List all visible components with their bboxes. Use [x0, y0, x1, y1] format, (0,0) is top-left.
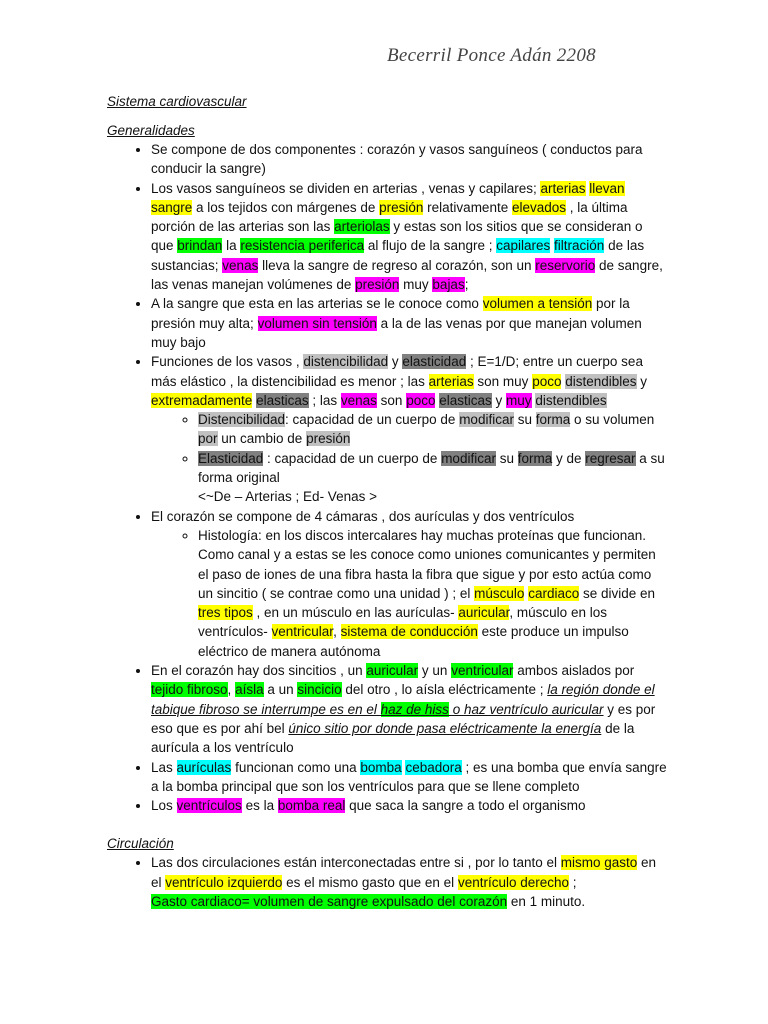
highlighted-term: cebadora	[405, 759, 462, 775]
text-run: ,	[227, 682, 236, 698]
text-run: la	[222, 238, 241, 254]
highlighted-term: arterias	[428, 373, 474, 389]
text-run: y	[491, 392, 507, 408]
highlighted-term: reservorio	[535, 257, 596, 273]
text-run: son	[376, 392, 407, 408]
text-run: a los tejidos con márgenes de	[192, 199, 380, 215]
author-signature: Becerril Ponce Adán 2208	[387, 45, 596, 66]
highlighted-term: haz de hiss	[380, 701, 449, 717]
highlighted-term: presión	[379, 199, 424, 215]
sub-bullet-list	[151, 526, 667, 661]
text-run: en 1 minuto.	[507, 893, 586, 909]
highlighted-term: tres tipos	[198, 605, 253, 621]
text-run: ambos aislados por	[513, 663, 635, 679]
bullet-item	[151, 179, 667, 295]
text-run: muy	[399, 277, 433, 293]
text-run: y estas son los sitios que se consideran o que	[151, 219, 643, 254]
highlighted-term: Elasticidad	[198, 450, 264, 466]
text-run: son muy	[473, 373, 533, 389]
text-run: : capacidad de un cuerpo de	[285, 412, 460, 428]
sub-bullet-item	[198, 526, 667, 661]
highlighted-term: muy	[506, 392, 532, 408]
text-run: o su volumen	[570, 412, 655, 428]
highlighted-term: regresar	[585, 450, 636, 466]
text-run: a un	[263, 682, 298, 698]
text-run: : capacidad de un cuerpo de	[263, 450, 442, 466]
highlighted-term: elasticas	[256, 392, 309, 408]
text-run: un cambio de	[217, 431, 307, 447]
highlighted-term: arteriolas	[334, 219, 390, 235]
bullet-list	[107, 853, 667, 911]
text-run: <~De – Arterias ; Ed- Venas >	[198, 489, 377, 505]
highlighted-term: aísla	[235, 682, 264, 698]
text-run: o haz ventrículo auricular	[448, 701, 604, 717]
highlighted-term: ventrículo derecho	[457, 874, 570, 890]
text-run: único sitio por donde pasa eléctricamente la energía	[288, 720, 602, 736]
text-run: El corazón se compone de 4 cámaras , dos aurículas y dos ventrículos	[151, 508, 575, 524]
bullet-item	[151, 294, 667, 352]
text-run: , músculo en los ventrículos-	[198, 605, 607, 640]
text-run: , en un músculo en las aurículas-	[252, 605, 459, 621]
text-run: del otro , lo aísla eléctricamente ;	[341, 682, 548, 698]
text-run: relativamente	[423, 199, 512, 215]
sub-bullet-item	[198, 449, 667, 507]
highlighted-term: cardiaco	[528, 585, 580, 601]
bullet-item	[151, 853, 667, 911]
text-run: lleva la sangre de regreso al corazón, son un	[258, 257, 536, 273]
highlighted-term: sincicio	[297, 682, 342, 698]
highlighted-term: músculo	[474, 585, 525, 601]
highlighted-term: poco	[406, 392, 436, 408]
highlighted-term: distendibles	[565, 373, 637, 389]
highlighted-term: ventrículos	[176, 798, 242, 814]
highlighted-term: bomba	[360, 759, 402, 775]
text-run: y de	[552, 450, 586, 466]
document-body	[107, 92, 667, 911]
highlighted-term: filtración	[554, 238, 605, 254]
text-run: Funciones de los vasos ,	[151, 354, 304, 370]
highlighted-term: tejido fibroso	[151, 682, 228, 698]
sections-container	[107, 121, 667, 911]
text-run: funcionan como una	[231, 759, 361, 775]
text-run: Las dos circulaciones están interconectadas entre si , por lo tanto el	[151, 855, 561, 871]
bullet-list	[107, 140, 667, 815]
text-run: este produce un impulso eléctrico de manera autónoma	[198, 624, 629, 659]
highlighted-term: venas	[340, 392, 377, 408]
highlighted-term: ventricular	[451, 663, 514, 679]
text-run: Histología: en los discos intercalares hay muchas proteínas que funcionan. Como canal y a estas se les conoce como uniones comunicantes y permiten el paso de iones de una fibra hasta la fibra que sigue y por esto actúa como un sincitio ( se contrae como una unidad ) ; el	[198, 527, 656, 601]
highlighted-term: auricular	[458, 605, 510, 621]
text-run: Se compone de dos componentes : corazón y vasos sanguíneos ( conductos para conducir la sangre)	[151, 142, 643, 177]
text-run: ; es una bomba que envía sangre a la bomba principal que son los ventrículos para que se llene completo	[151, 759, 667, 794]
highlighted-term: distendibles	[535, 392, 607, 408]
highlighted-term: poco	[532, 373, 562, 389]
bullet-item	[151, 507, 667, 661]
bullet-item	[151, 796, 667, 815]
text-run: es el mismo gasto que en el	[282, 874, 458, 890]
highlighted-term: capilares	[496, 238, 551, 254]
text-run: de sangre, las venas manejan volúmenes de	[151, 257, 663, 293]
text-run: por la presión muy alta;	[151, 296, 630, 331]
highlighted-term: presión	[306, 431, 351, 447]
section-heading: Circulación	[107, 836, 174, 852]
text-run: se divide en	[579, 585, 656, 601]
highlighted-term: presión	[355, 277, 400, 293]
highlighted-term: distencibilidad	[303, 354, 389, 370]
text-run: su	[495, 450, 518, 466]
text-run: y	[388, 354, 403, 370]
text-run: de las sustancias;	[151, 238, 645, 273]
text-run: En el corazón hay dos sincitios , un	[151, 663, 367, 679]
bullet-item	[151, 758, 667, 797]
highlighted-term: forma	[535, 412, 571, 428]
bullet-item	[151, 352, 667, 506]
highlighted-term: llevan sangre	[151, 180, 625, 215]
text-run: , la última porción de las arterias son las	[151, 199, 628, 235]
text-run: ; las	[308, 392, 341, 408]
text-run: Los vasos sanguíneos se dividen en arterias , venas y capilares;	[151, 180, 541, 196]
highlighted-term: elevados	[511, 199, 567, 215]
text-run: ,	[333, 624, 341, 640]
text-run: es la	[241, 798, 278, 814]
text-run: que saca la sangre a todo el organismo	[345, 798, 586, 814]
text-run: ;	[569, 874, 577, 890]
text-run: de la aurícula a los ventrículo	[151, 720, 635, 756]
highlighted-term: Gasto cardiaco= volumen de sangre expulsado del corazón	[151, 893, 508, 909]
bullet-item	[151, 140, 667, 179]
highlighted-term: resistencia periferica	[240, 238, 365, 254]
highlighted-term: ventricular	[271, 624, 334, 640]
highlighted-term: Distencibilidad	[198, 412, 286, 428]
text-run: en el	[151, 855, 657, 890]
highlighted-term: ventrículo izquierdo	[165, 874, 283, 890]
text-run: Las	[151, 759, 177, 775]
highlighted-term: aurículas	[176, 759, 232, 775]
highlighted-term: auricular	[366, 663, 419, 679]
highlighted-term: forma	[517, 450, 553, 466]
highlighted-term: elasticas	[439, 392, 492, 408]
text-run: ; E=1/D; entre un cuerpo sea más elástico , la distencibilidad es menor ; las	[151, 354, 643, 389]
text-run: A la sangre que esta en las arterias se le conoce como	[151, 296, 483, 312]
sub-bullet-item	[198, 410, 667, 449]
text-run: al flujo de la sangre ;	[364, 238, 497, 254]
sub-bullet-list	[151, 410, 667, 506]
highlighted-term: por	[198, 431, 218, 447]
text-run: a la de las venas por que manejan volumen muy bajo	[151, 315, 642, 350]
highlighted-term: volumen sin tensión	[257, 315, 377, 331]
section-heading: Generalidades	[107, 123, 195, 138]
text-run: la región donde el tabique fibroso se interrumpe es en el	[151, 682, 655, 717]
text-run: Los	[151, 798, 177, 814]
document-title: Sistema cardiovascular	[107, 94, 247, 109]
highlighted-term: mismo gasto	[560, 855, 638, 871]
highlighted-term: extremadamente	[151, 392, 253, 408]
text-run: y un	[418, 663, 452, 679]
highlighted-term: modificar	[441, 450, 496, 466]
section-spacer	[107, 815, 667, 834]
text-run: a su forma original	[198, 450, 665, 486]
highlighted-term: bomba real	[277, 798, 346, 814]
highlighted-term: modificar	[459, 412, 514, 428]
highlighted-term: elasticidad	[402, 354, 467, 370]
highlighted-term: sistema de conducción	[340, 624, 478, 640]
text-run: su	[513, 412, 536, 428]
highlighted-term: venas	[222, 257, 259, 273]
bullet-item	[151, 661, 667, 757]
highlighted-term: bajas	[432, 277, 465, 293]
highlighted-term: arterias	[540, 180, 586, 196]
text-run: y es por eso que es por ahí bel	[151, 701, 656, 736]
highlighted-term: volumen a tensión	[482, 296, 593, 312]
highlighted-term: brindan	[177, 238, 223, 254]
text-run: ;	[464, 277, 469, 293]
text-run: y	[636, 373, 648, 389]
